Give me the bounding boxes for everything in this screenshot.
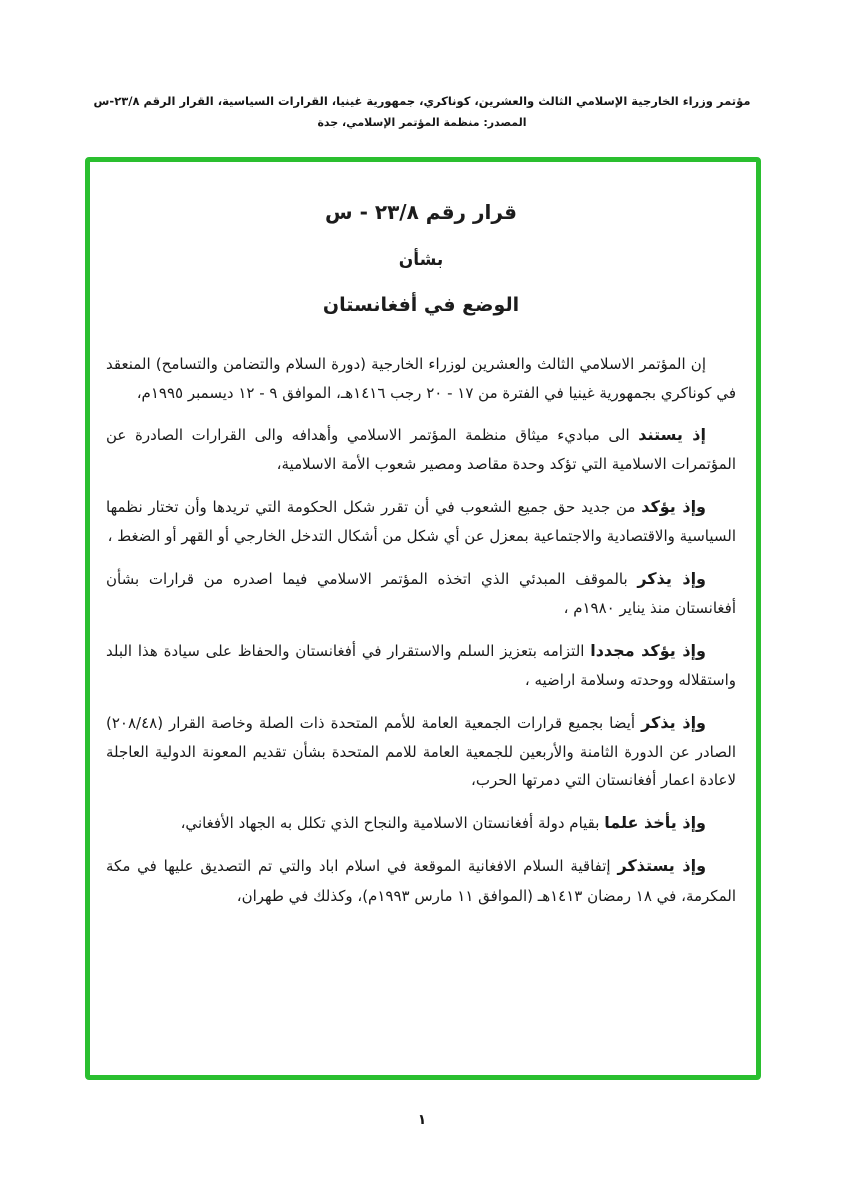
paragraph-text: بالموقف المبدئي الذي اتخذه المؤتمر الاسلامي فيما اصدره من قرارات بشأن أفغانستان منذ يناير ١٩٨٠م ، <box>106 569 736 618</box>
paragraph <box>106 492 736 551</box>
resolution-body <box>106 350 736 910</box>
resolution-title-block <box>106 200 736 316</box>
paragraph-text: أيضا بجميع قرارات الجمعية العامة للأمم المتحدة ذات الصلة وخاصة القرار (٢٠٨/٤٨) الصادر عن الدورة الثامنة والأربعين للجمعية العامة للامم المتحدة بشأن تقديم المعونة الدولية العاجلة لاعادة اعمار أفغانستان التي دمرتها الحرب، <box>106 713 736 790</box>
paragraph-lead: وإذ يؤكد مجددا <box>590 640 706 660</box>
paragraph-text: التزامه بتعزيز السلم والاستقرار في أفغانستان والحفاظ على سيادة هذا البلد واستقلاله ووحدته وسلامة اراضيه ، <box>106 641 736 690</box>
paragraph <box>106 808 736 838</box>
paragraph <box>106 420 736 479</box>
paragraph-lead: وإذ يؤكد <box>641 496 706 516</box>
resolution-subtitle: بشأن <box>398 250 444 270</box>
header-source: المصدر: منظمة المؤتمر الإسلامي، جدة <box>317 116 527 130</box>
paragraph-lead: إذ يستند <box>638 425 706 444</box>
header-citation: مؤتمر وزراء الخارجية الإسلامي الثالث والعشرين، كوناكري، جمهورية غينيا، القرارات السياسية، القرار الرقم ٢٣/٨-س <box>93 94 751 108</box>
paragraph-text: من جديد حق جميع الشعوب في أن تقرر شكل الحكومة التي تريدها وأن تختار نظمها السياسية والاقتصادية والاجتماعية بمعزل عن أي شكل من أشكال التدخل الخارجي أو القهر أو الضغط ، <box>106 497 736 546</box>
resolution-number-title: قرار رقم ٢٣/٨ - س <box>325 200 517 224</box>
paragraph-lead: وإذ يستذكر <box>617 856 707 876</box>
paragraph-text: إتفاقية السلام الافغانية الموقعة في اسلام اباد والتي تم التصديق عليها في مكة المكرمة، في ١٨ رمضان ١٤١٣هـ (الموافق ١١ مارس ١٩٩٣م)، وكذلك في طهران، <box>106 857 736 905</box>
paragraph-lead: وإذ يذكر <box>637 568 706 588</box>
paragraph-lead: وإذ يأخذ علما <box>604 812 706 832</box>
paragraph <box>106 564 736 623</box>
resolution-frame <box>85 157 761 1080</box>
paragraph <box>106 350 736 407</box>
paragraph <box>106 708 736 795</box>
paragraph-text: الى مباديء ميثاق منظمة المؤتمر الاسلامي وأهدافه والى القرارات الصادرة عن المؤتمرات الاسلامية التي تؤكد وحدة مقاصد ومصير شعوب الأمة الاسلامية، <box>106 426 736 474</box>
resolution-subject: الوضع في أفغانستان <box>322 294 520 316</box>
paragraph-text: إن المؤتمر الاسلامي الثالث والعشرين لوزراء الخارجية (دورة السلام والتضامن والتسامح) المنعقد في كوناكري بجمهورية غينيا في الفترة من ١٧ - ٢٠ رجب ١٤١٦هـ، الموافق ٩ - ١٢ ديسمبر ١٩٩٥م، <box>106 355 736 402</box>
paragraph-text: بقيام دولة أفغانستان الاسلامية والنجاح الذي تكلل به الجهاد الأفغاني، <box>180 813 600 832</box>
paragraph-lead: وإذ يذكر <box>641 712 707 732</box>
paragraph <box>106 851 736 910</box>
paragraph <box>106 636 736 695</box>
document-header <box>40 90 804 134</box>
page-number: ١ <box>417 1112 427 1128</box>
